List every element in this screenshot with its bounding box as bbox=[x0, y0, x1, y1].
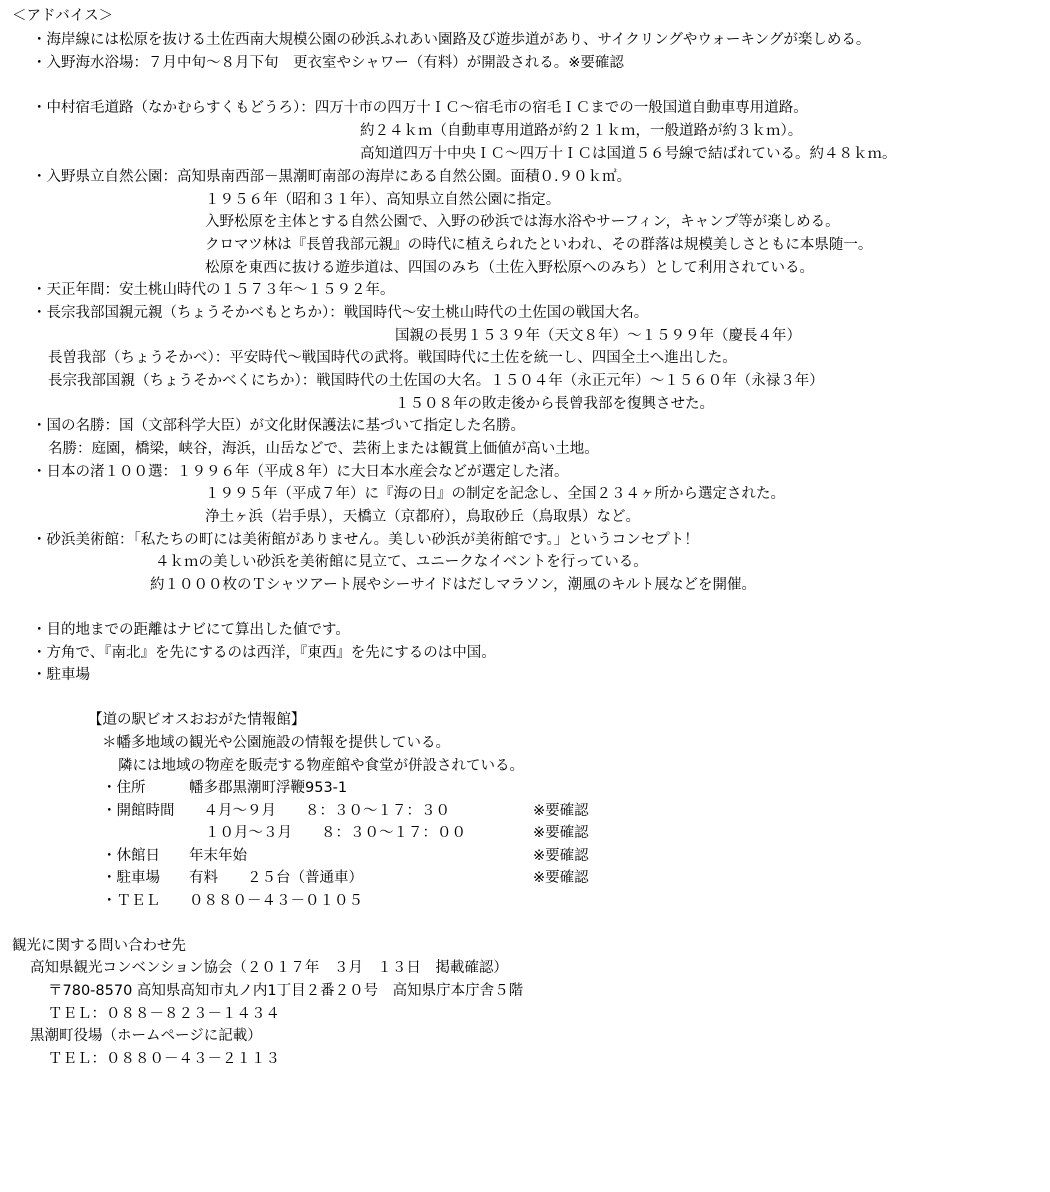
advice-chosokabe: 長曽我部（ちょうそかべ）：平安時代～戦国時代の武将。戦国時代に土佐を統一し、四国全土へ進出した。 bbox=[48, 350, 737, 366]
advice-park-path: 松原を東西に抜ける遊歩道は、四国のみち（土佐入野松原へのみち）として利用されている。 bbox=[205, 260, 814, 276]
advice-nagisa-examples: 浄土ヶ浜（岩手県），天橋立（京都府），鳥取砂丘（鳥取県）など。 bbox=[205, 509, 640, 525]
station-tel: ・ＴＥＬ ０８８０－４３－０１０５ bbox=[102, 893, 363, 909]
advice-motochika-years: 国親の長男１５３９年（天文８年）～１５９９年（慶長４年） bbox=[395, 328, 801, 344]
advice-museum-exhibits: 約１０００枚のＴシャツアート展やシーサイドはだしマラソン，潮風のキルト展などを開催。 bbox=[150, 577, 756, 593]
contact-convention-tel: ＴＥＬ：０８８－８２３－１４３４ bbox=[48, 1006, 280, 1022]
contact-town-office-tel: ＴＥＬ：０８８０－４３－２１１３ bbox=[48, 1051, 280, 1067]
confirm-note-parking: ※要確認 bbox=[533, 870, 589, 886]
advice-nagisa-selection: １９９５年（平成７年）に『海の日』の制定を記念し、全国２３４ヶ所から選定された。 bbox=[205, 486, 785, 502]
advice-road: ・中村宿毛道路（なかむらすくもどうろ）：四万十市の四万十ＩＣ～宿毛市の宿毛ＩＣまでの一般国道自動車専用道路。 bbox=[32, 100, 808, 116]
advice-tensho: ・天正年間：安土桃山時代の１５７３年～１５９２年。 bbox=[32, 282, 395, 298]
advice-kunichika-revival: １５０８年の敗走後から長曾我部を復興させた。 bbox=[395, 396, 714, 412]
station-shop: 隣には地域の物産を販売する物産館や食堂が併設されている。 bbox=[118, 758, 524, 774]
station-hours-summer: ・開館時間 ４月～９月 ８：３０～１７：３０ bbox=[102, 803, 450, 819]
contact-town-office: 黒潮町役場（ホームページに記載） bbox=[30, 1028, 262, 1044]
advice-park-pines: クロマツ林は『長曽我部元親』の時代に植えられたといわれ、その群落は規模美しさともに本県随一。 bbox=[205, 237, 873, 253]
station-hours-winter: １０月～３月 ８：３０～１７：００ bbox=[205, 825, 466, 841]
station-parking: ・駐車場 有料 ２５台（普通車） bbox=[102, 870, 363, 886]
advice-distance: ・目的地までの距離はナビにて算出した値です。 bbox=[32, 622, 350, 638]
advice-motochika: ・長宗我部国親元親（ちょうそかべもとちか）：戦国時代～安土桃山時代の土佐国の戦国大名。 bbox=[32, 305, 649, 321]
advice-beach: ・入野海水浴場：７月中旬～８月下旬 更衣室やシャワー（有料）が開設される。※要確認 bbox=[32, 55, 624, 71]
advice-scenic-def: 名勝：庭園，橋梁，峡谷，海浜，山岳などで、芸術上または観賞上価値が高い土地。 bbox=[48, 441, 599, 457]
advice-scenic: ・国の名勝：国（文部科学大臣）が文化財保護法に基づいて指定した名勝。 bbox=[32, 418, 525, 434]
confirm-note-hours-winter: ※要確認 bbox=[533, 825, 589, 841]
contact-convention: 高知県観光コンベンション協会（２０１７年 ３月 １３日 掲載確認） bbox=[30, 960, 508, 976]
station-closed: ・休館日 年末年始 bbox=[102, 848, 247, 864]
advice-nagisa: ・日本の渚１００選：１９９６年（平成８年）に大日本水産会などが選定した渚。 bbox=[32, 464, 569, 480]
contact-convention-address: 〒780-8570 高知県高知市丸ノ内1丁目２番２０号 高知県庁本庁舎５階 bbox=[48, 983, 524, 999]
advice-park-activities: 入野松原を主体とする自然公園で、入野の砂浜では海水浴やサーフィン，キャンプ等が楽しめる。 bbox=[205, 214, 840, 230]
advice-road-length: 約２４ｋｍ（自動車専用道路が約２１ｋｍ，一般道路が約３ｋｍ）。 bbox=[360, 123, 803, 139]
advice-road-connection: 高知道四万十中央ＩＣ～四万十ＩＣは国道５６号線で結ばれている。約４８ｋｍ。 bbox=[360, 146, 897, 162]
advice-kunichika: 長宗我部国親（ちょうそかべくにちか）：戦国時代の土佐国の大名。１５０４年（永正元年）～１５６０年（永禄３年） bbox=[48, 373, 824, 389]
advice-coastline: ・海岸線には松原を抜ける土佐西南大規模公園の砂浜ふれあい園路及び遊歩道があり、サイクリングやウォーキングが楽しめる。 bbox=[32, 32, 871, 48]
advice-museum: ・砂浜美術館：「私たちの町には美術館がありません。美しい砂浜が美術館です。」というコンセプト！ bbox=[32, 532, 699, 548]
confirm-note-hours-summer: ※要確認 bbox=[533, 803, 589, 819]
station-address: ・住所 幡多郡黒潮町浮鞭953-1 bbox=[102, 780, 348, 796]
contact-heading: 観光に関する問い合わせ先 bbox=[12, 938, 186, 954]
advice-park: ・入野県立自然公園：高知県南西部－黒潮町南部の海岸にある自然公園。面積０.９０ｋ㎡。 bbox=[32, 169, 632, 185]
advice-heading: ＜アドバイス＞ bbox=[12, 8, 114, 24]
confirm-note-closed: ※要確認 bbox=[533, 848, 589, 864]
advice-park-designation: １９５６年（昭和３１年）、高知県立自然公園に指定。 bbox=[205, 192, 561, 208]
station-title: 【道の駅ビオスおおがた情報館】 bbox=[88, 712, 306, 728]
advice-direction: ・方角で、『南北』を先にするのは西洋，『東西』を先にするのは中国。 bbox=[32, 645, 496, 661]
station-info: ＊幡多地域の観光や公園施設の情報を提供している。 bbox=[102, 735, 450, 751]
advice-museum-events: ４ｋｍの美しい砂浜を美術館に見立て、ユニークなイベントを行っている。 bbox=[155, 554, 648, 570]
advice-parking: ・駐車場 bbox=[32, 667, 90, 683]
